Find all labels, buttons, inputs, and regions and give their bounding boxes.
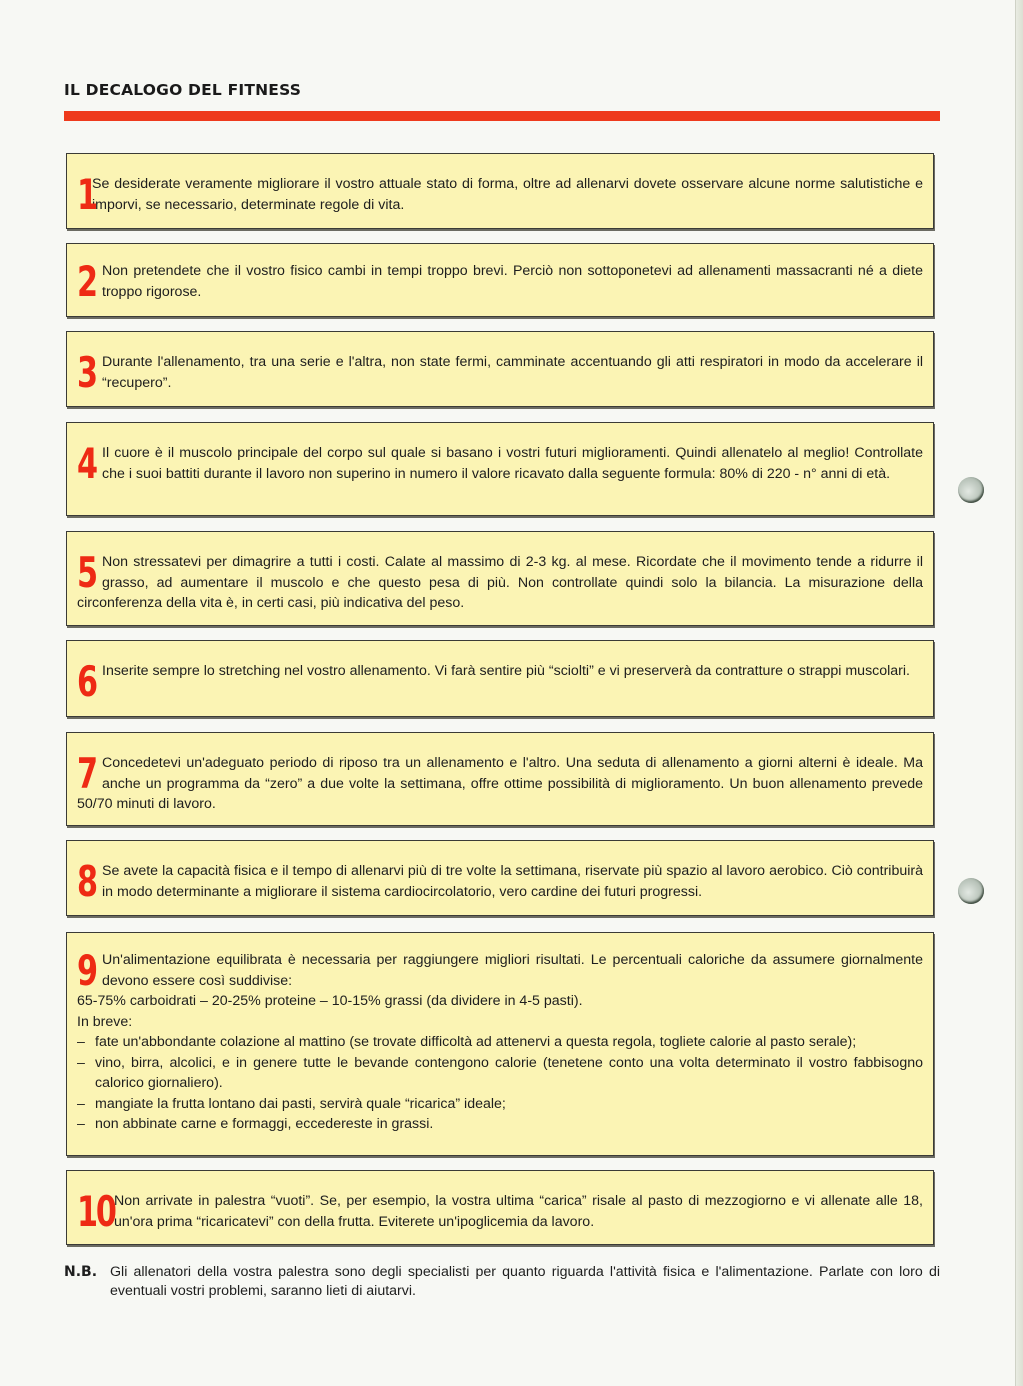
rule-text: Non stressatevi per dimagrire a tutti i costi. Calate al massimo di 2-3 kg. al mese. Ricordate che il movimento tende a ridurre il grasso, ad aumentare il muscolo e che questo pesa di più. Non controllate quindi solo la bilancia. La misurazione della circonferenza della vita è, in certi casi, più indicativa del peso. [77,554,923,611]
rule-box-9 [66,932,934,1156]
dash-bullet: – [77,1095,85,1112]
title-rule [64,111,940,121]
page-title: IL DECALOGO DEL FITNESS [64,81,302,99]
list-item-text: mangiate la frutta lontano dai pasti, servirà quale “ricarica” ideale; [95,1095,506,1112]
list-item [77,1053,923,1094]
rule-box-8 [66,840,934,916]
rule-box-7 [66,732,934,826]
page-edge [1015,0,1023,1386]
list-item [77,1094,923,1115]
rule-text: Concedetevi un'adeguato periodo di riposo tra un allenamento e l'altro. Una seduta di allenamento a giorni alterni è ideale. Ma anche un programma da “zero” a due volte la settimana, offre ottime possibilità di miglioramento. Un buon allenamento prevede 50/70 minuti di lavoro. [77,755,923,812]
rule-number: 8 [77,857,99,906]
list-item [77,1032,923,1053]
rule-text: Inserite sempre lo stretching nel vostro allenamento. Vi farà sentire più “sciolti” e vi preserverà da contratture o strappi muscolari. [102,663,911,679]
rule-list [77,1032,923,1135]
dash-bullet: – [77,1054,85,1071]
rule-number: 4 [77,439,99,488]
rule-box-4 [66,422,934,516]
rule-number: 3 [77,348,99,397]
rule-box-5 [66,531,934,626]
footnote-text: Gli allenatori della vostra palestra sono degli specialisti per quanto riguarda l'attività fisica e l'alimentazione. Parlate con loro di eventuali vostri problemi, saranno lieti di aiutarvi. [110,1264,940,1299]
punch-hole [958,477,984,503]
rule-number: 1 [77,170,99,219]
list-item-text: vino, birra, alcolici, e in genere tutte le bevande contengono calorie (tenetene conto una volta determinato il vostro fabbisogno calorico giornaliero). [95,1054,923,1091]
list-item-text: non abbinate carne e formaggi, eccedereste in grassi. [95,1116,434,1132]
rule-box-1 [66,153,934,229]
punch-hole [958,878,984,904]
rule-number: 10 [77,1187,115,1236]
rule-box-6 [66,640,934,717]
rule-box-3 [66,331,934,407]
footnote [64,1263,940,1301]
rule-number: 5 [77,548,99,597]
footnote-label: N.B. [64,1264,98,1280]
rule-box-2 [66,243,934,317]
rule-text: Un'alimentazione equilibrata è necessaria per raggiungere migliori risultati. Le percentuali caloriche da assumere giornalmente devono essere così suddivise: [102,952,923,989]
rule-box-10 [66,1170,934,1245]
rule-number: 9 [77,946,99,995]
list-item [77,1114,923,1135]
rule-text: Se desiderate veramente migliorare il vostro attuale stato di forma, oltre ad allenarvi dovete osservare alcune norme salutistiche e imporvi, se necessario, determinate regole di vita. [92,176,923,213]
rule-number: 7 [77,749,99,798]
rule-text: Non pretendete che il vostro fisico cambi in tempi troppo brevi. Perciò non sottoponetevi ad allenamenti massacranti né a diete troppo rigorose. [102,263,923,300]
rule-text: Se avete la capacità fisica e il tempo di allenarvi più di tre volte la settimana, riservate più spazio al lavoro aerobico. Ciò contribuirà in modo determinante a migliorare il sistema cardiocircolatorio, vero cardine dei futuri progressi. [102,863,923,900]
rule-number: 6 [77,657,99,706]
rule-number: 2 [77,257,99,306]
rule-in-breve: In breve: [77,1013,133,1030]
rule-text: Il cuore è il muscolo principale del corpo sul quale si basano i vostri futuri miglioramenti. Quindi allenatelo al meglio! Controllate che i suoi battiti durante il lavoro non superino in numero il valore ricavato dalla seguente formula: 80% di 220 - n° anni di età. [102,445,923,482]
list-item-text: fate un'abbondante colazione al mattino (se trovate difficoltà ad attenervi a questa regola, togliete calorie al pasto serale); [95,1034,857,1050]
dash-bullet: – [77,1116,85,1132]
rule-percentages: 65-75% carboidrati – 20-25% proteine – 10-15% grassi (da dividere in 4-5 pasti). [77,993,583,1009]
dash-bullet: – [77,1034,85,1050]
rule-text: Durante l'allenamento, tra una serie e l'altra, non state fermi, camminate accentuando gli atti respiratori in modo da accelerare il “recupero”. [102,354,923,391]
rule-text: Non arrivate in palestra “vuoti”. Se, per esempio, la vostra ultima “carica” risale al pasto di mezzogiorno e vi allenate alle 18, un'ora prima “ricaricatevi” con della frutta. Eviterete un'ipoglicemia da lavoro. [114,1193,923,1230]
